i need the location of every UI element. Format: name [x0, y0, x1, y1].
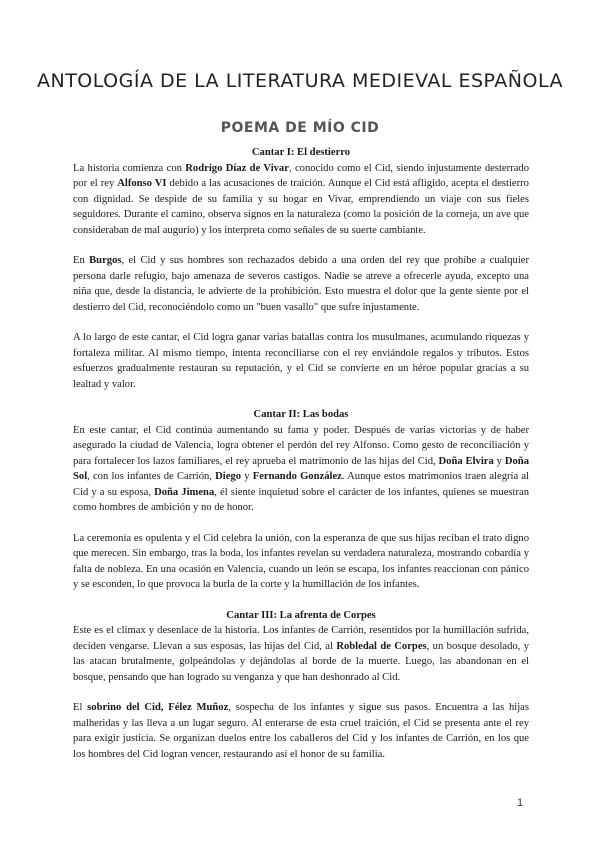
- section-heading: Cantar II: Las bodas: [253, 409, 349, 420]
- section-heading: Cantar I: El destierro: [251, 147, 351, 158]
- bold-term: Robledal de Corpes: [336, 640, 427, 652]
- section-heading: Cantar III: La afrenta de Corpes: [226, 609, 376, 621]
- bold-term: Fernando González: [252, 471, 342, 482]
- section-cantar-1: [73, 145, 529, 392]
- document-title: ANTOLOGÍA DE LA LITERATURA MEDIEVAL ESPAÑOLA: [36, 70, 563, 92]
- section-cantar-3: [73, 608, 529, 763]
- page-number: 1: [517, 797, 524, 809]
- bold-term: Burgos: [89, 255, 122, 266]
- bold-term: Alfonso VI: [117, 178, 167, 189]
- paragraph: En Burgos, el Cid y sus hombres son rechazados debido a una orden del rey que prohíbe a cualquier persona darle refugio, bajo amenaza de severos castigos. Nadie se atreve a ofrecerle ayuda, excepto una niña que, desde la distancia, le advierte de la prohibición. Esto muestra el dolor que la gente siente por el destierro del Cid, reconociéndolo como un "buen vasallo" que sufre injustamente.: [73, 255, 530, 313]
- paragraph: La historia comienza con Rodrigo Díaz de Vivar, conocido como el Cid, siendo injustamente desterrado por el rey Alfonso VI debido a las acusaciones de traición. Aunque el Cid está afligido, acepta el destierro con dignidad. Se despide de su familia y su hogar en Vivar, emprendiendo un viaje con sus fieles seguidores. Durante el camino, observa signos en la naturaleza (como la posición de la corneja, un ave que consideraban de mal augurio) y los interpreta como señales de su suerte cambiante.: [73, 162, 529, 236]
- document-body: [73, 145, 529, 777]
- paragraph: El sobrino del Cid, Félez Muñoz, sospecha de los infantes y sigue sus pasos. Encuentra a las hijas malheridas y las lleva a un lugar seguro. Al enterarse de esta cruel traición, el Cid se presenta ante el rey para exigir justicia. Se organizan duelos entre los caballeros del Cid y los infantes de Carrión, en los que los hombres del Cid logran vencer, restaurando así el honor de su familia.: [73, 702, 529, 760]
- section-cantar-2: [73, 407, 529, 593]
- paragraph: Este es el clímax y desenlace de la historia. Los infantes de Carrión, resentidos por la humillación sufrida, deciden vengarse. Llevan a sus esposas, las hijas del Cid, al Robledal de Corpes, un bosque desolado, y las atacan brutalmente, golpeándolas y dejándolas al borde de la muerte. Luego, las abandonan en el bosque, pensando que han logrado su venganza y que han deshonrado al Cid.: [73, 625, 530, 683]
- document-subtitle: POEMA DE MÍO CID: [220, 120, 380, 136]
- bold-term: Rodrigo Díaz de Vivar: [185, 162, 289, 174]
- bold-term: Doña Jimena: [154, 486, 215, 498]
- bold-term: Doña Sol: [73, 455, 529, 482]
- bold-term: Doña Elvira: [438, 455, 494, 467]
- paragraph: La ceremonia es opulenta y el Cid celebra la unión, con la esperanza de que sus hijas reciban el trato digno que merecen. Sin embargo, tras la boda, los infantes revelan su verdadera naturaleza, mostrando cobardía y falta de nobleza. En una ocasión en Valencia, cuando un león se escapa, los infantes reaccionan con pánico y se esconden, lo que provoca la burla de la corte y la humillación de los infantes.: [73, 532, 529, 590]
- paragraph: En este cantar, el Cid continúa aumentando su fama y poder. Después de varias victorias y de haber asegurado la ciudad de Valencia, logra obtener el perdón del rey Alfonso. Como gesto de reconciliación y para fortalecer los lazos familiares, el rey aprueba el matrimonio de las hijas del Cid, Doña Elvira y Doña Sol, con los infantes de Carrión, Diego y Fernando González. Aunque estos matrimonios traen alegría al Cid y a su esposa, Doña Jimena, él siente inquietud sobre el carácter de los infantes, quienes se muestran como hombres de ambición y no de honor.: [73, 424, 529, 513]
- paragraph: A lo largo de este cantar, el Cid logra ganar varias batallas contra los musulmanes, acumulando riquezas y fortaleza militar. Al mismo tiempo, intenta reconciliarse con el rey enviándole regalos y tributos. Estos esfuerzos gradualmente restauran su reputación, y el Cid se convierte en un héroe popular gracias a su lealtad y valor.: [73, 332, 529, 390]
- bold-term: sobrino del Cid, Félez Muñoz: [87, 702, 229, 713]
- bold-term: Diego: [215, 471, 242, 482]
